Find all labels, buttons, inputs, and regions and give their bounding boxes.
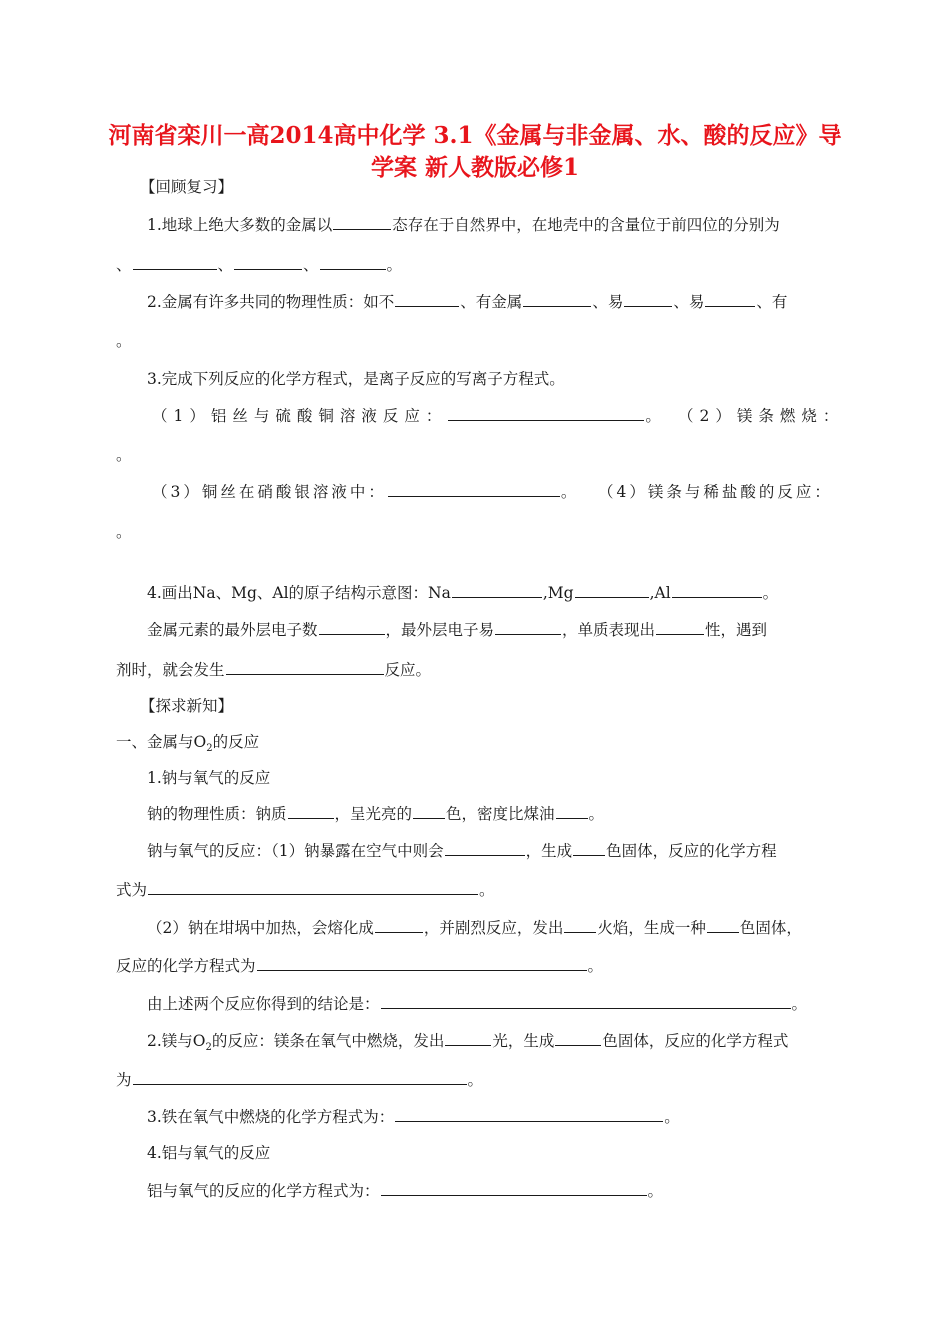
text: 反应。 [384, 661, 432, 679]
question-3-item4-end: 。 [116, 523, 132, 541]
answer-blank[interactable] [656, 619, 704, 635]
answer-blank[interactable] [319, 619, 385, 635]
text: ,Mg [542, 584, 574, 602]
question-3-item2-end: 。 [116, 446, 132, 464]
answer-blank[interactable] [413, 803, 445, 819]
question-5-line2 [116, 659, 431, 681]
answer-blank[interactable] [288, 803, 334, 819]
question-4 [147, 582, 778, 604]
text: 2.金属有许多共同的物理性质：如不 [147, 293, 395, 311]
sodium-reaction-1-line2 [116, 879, 495, 901]
question-2-line2: 。 [116, 332, 132, 350]
text: 、易 [592, 293, 624, 311]
answer-blank[interactable] [148, 879, 478, 895]
text: ，呈光亮的 [334, 805, 413, 823]
answer-blank[interactable] [575, 582, 649, 598]
text: （2）镁条燃烧： [678, 407, 845, 425]
answer-blank[interactable] [381, 993, 791, 1009]
text: 。 [762, 584, 779, 602]
text: 的反应 [212, 733, 260, 751]
question-1-line1 [147, 214, 780, 236]
magnesium-oxygen-line2 [116, 1069, 483, 1091]
answer-blank[interactable] [523, 291, 591, 307]
sodium-properties [147, 803, 604, 825]
text: 。 [560, 483, 577, 501]
text: ，最外层电子易 [385, 621, 495, 639]
text: 。 [588, 805, 605, 823]
subscript: 2 [206, 743, 213, 755]
text: 态存在于自然界中，在地壳中的含量位于前四位的分别为 [392, 216, 780, 234]
text: 。 [587, 957, 604, 975]
text: 色，密度比煤油 [446, 805, 555, 823]
section-heading-review: 【回顾复习】 [140, 178, 234, 196]
answer-blank[interactable] [573, 840, 605, 856]
text: （4）镁条与稀盐酸的反应： [598, 483, 833, 501]
answer-blank[interactable] [448, 405, 644, 421]
text: 由上述两个反应你得到的结论是： [147, 995, 380, 1013]
text: 、易 [673, 293, 705, 311]
subsection-metal-oxygen [116, 731, 259, 760]
answer-blank[interactable] [672, 582, 762, 598]
text: 金属元素的最外层电子数 [147, 621, 318, 639]
text: 。 [791, 995, 808, 1013]
text: 。 [479, 881, 495, 899]
text: 、有金属 [460, 293, 523, 311]
question-3-item2 [678, 405, 844, 427]
magnesium-oxygen-line1 [147, 1030, 788, 1059]
text: 一、金属与O [116, 733, 207, 751]
text: ,Al [649, 584, 671, 602]
aluminum-oxygen-equation [147, 1180, 663, 1202]
answer-blank[interactable] [333, 214, 391, 230]
text: 、有 [756, 293, 788, 311]
page-title-line2: 学案 新人教版必修1 [370, 154, 579, 181]
answer-blank[interactable] [555, 1030, 601, 1046]
answer-blank[interactable] [495, 619, 561, 635]
question-3: 3.完成下列反应的化学方程式，是离子反应的写离子方程式。 [147, 370, 565, 388]
answer-blank[interactable] [445, 840, 525, 856]
question-5-line1 [147, 619, 767, 641]
sodium-reaction-1-line1 [147, 840, 777, 862]
text: 4.画出Na、Mg、Al的原子结构示意图：Na [147, 584, 451, 602]
text: 式为 [116, 881, 148, 899]
sodium-reaction-2-line2 [116, 955, 603, 977]
text: 、 [116, 256, 132, 274]
text: 、 [303, 256, 319, 274]
answer-blank[interactable] [133, 254, 217, 270]
text: （1）铝丝与硫酸铜溶液反应： [152, 407, 448, 425]
text: （3）铜丝在硝酸银溶液中： [152, 483, 387, 501]
text: ，单质表现出 [562, 621, 656, 639]
sodium-reaction-2-line1 [147, 917, 802, 939]
conclusion [147, 993, 807, 1015]
text: （2）钠在坩埚中加热，会熔化成 [147, 919, 374, 937]
text: 。 [645, 407, 661, 425]
text: 1.地球上绝大多数的金属以 [147, 216, 333, 234]
question-3-item4 [598, 481, 833, 503]
subscript: 2 [205, 1042, 212, 1054]
text: 色固体，反应的化学方程式 [602, 1032, 789, 1050]
question-2-line1 [147, 291, 787, 313]
answer-blank[interactable] [624, 291, 672, 307]
text: 钠的物理性质：钠质 [147, 805, 287, 823]
text: 色固体，反应的化学方程 [606, 842, 777, 860]
text: 铝与氧气的反应的化学方程式为： [147, 1182, 380, 1200]
answer-blank[interactable] [395, 291, 459, 307]
text: 性，遇到 [705, 621, 768, 639]
question-3-item1 [152, 405, 661, 427]
text: 火焰，生成一种 [597, 919, 706, 937]
answer-blank[interactable] [452, 582, 542, 598]
answer-blank[interactable] [320, 254, 386, 270]
text: 反应的化学方程式为 [116, 957, 256, 975]
text: ，并剧烈反应，发出 [423, 919, 564, 937]
item-sodium-oxygen: 1.钠与氧气的反应 [147, 769, 271, 787]
item-aluminum-oxygen: 4.铝与氧气的反应 [147, 1144, 271, 1162]
answer-blank[interactable] [445, 1030, 491, 1046]
answer-blank[interactable] [381, 1180, 647, 1196]
text: 3.铁在氧气中燃烧的化学方程式为： [147, 1108, 395, 1126]
answer-blank[interactable] [226, 659, 384, 675]
text: ，生成 [525, 842, 573, 860]
text: 钠与氧气的反应：（1）钠暴露在空气中则会 [147, 842, 444, 860]
text: 、 [217, 256, 234, 274]
text: 剂时，就会发生 [116, 661, 225, 679]
text: 。 [664, 1108, 680, 1126]
answer-blank[interactable] [375, 917, 423, 933]
iron-oxygen [147, 1106, 680, 1128]
text: 色固体， [739, 919, 802, 937]
section-heading-explore: 【探求新知】 [140, 697, 234, 715]
text: 为 [116, 1071, 132, 1089]
answer-blank[interactable] [564, 917, 596, 933]
answer-blank[interactable] [257, 955, 587, 971]
text: 。 [386, 256, 403, 274]
question-3-item3 [152, 481, 576, 503]
answer-blank[interactable] [707, 917, 739, 933]
answer-blank[interactable] [556, 803, 588, 819]
answer-blank[interactable] [133, 1069, 467, 1085]
text: 的反应：镁条在氧气中燃烧，发出 [211, 1032, 445, 1050]
answer-blank[interactable] [395, 1106, 663, 1122]
answer-blank[interactable] [705, 291, 755, 307]
text: 。 [647, 1182, 664, 1200]
answer-blank[interactable] [388, 481, 560, 497]
text: 2.镁与O [147, 1032, 206, 1050]
page-title-line1: 河南省栾川一高2014高中化学 3.1《金属与非金属、水、酸的反应》导 [108, 122, 842, 149]
question-1-line2 [116, 254, 402, 276]
text: 。 [467, 1071, 484, 1089]
text: 光，生成 [492, 1032, 555, 1050]
answer-blank[interactable] [234, 254, 302, 270]
